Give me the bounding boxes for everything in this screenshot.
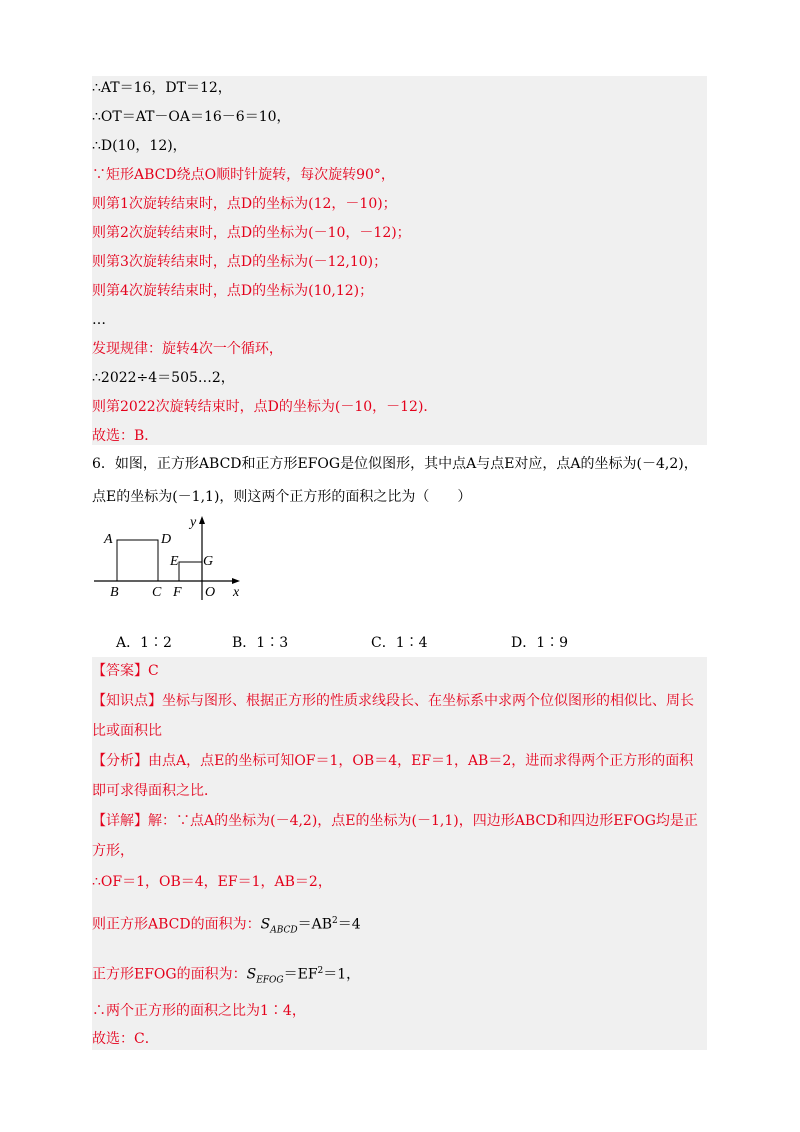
label-b: B [110, 585, 119, 600]
detail-line-4 [92, 910, 361, 941]
solution-line-1: ∴AT＝16，DT＝12， [92, 80, 232, 96]
option-d-letter: D． [511, 635, 537, 651]
solution-line-3: ∴D(10，12)， [92, 138, 187, 154]
solution-line-2: ∴OT＝AT－OA＝16－6＝10， [92, 109, 291, 125]
option-c-value: 1∶4 [395, 635, 428, 651]
solution-line-5: 则第1次旋转结束时，点D的坐标为(12，－10)； [92, 196, 397, 212]
label-y: y [190, 515, 197, 530]
question-line-1: 6．如图，正方形ABCD和正方形EFOG是位似图形，其中点A与点E对应，点A的坐标为(－4,2)， [92, 456, 698, 472]
label-c: C [152, 585, 162, 600]
knowledge-line-1: 【知识点】坐标与图形、根据正方形的性质求线段长、在坐标系中求两个位似图形的相似比、周长 [92, 693, 694, 709]
solution-line-12: 则第2022次旋转结束时，点D的坐标为(－10，－12)． [92, 399, 438, 415]
option-b[interactable] [232, 632, 288, 654]
option-b-letter: B． [232, 635, 257, 651]
label-g: G [203, 554, 214, 569]
detail-line-5-rest: ＝EF [283, 966, 318, 983]
option-c[interactable] [371, 632, 428, 654]
option-b-value: 1∶3 [256, 635, 289, 651]
area-subscript-abcd: ABCD [270, 925, 298, 936]
label-a: A [104, 532, 113, 547]
label-o: O [205, 585, 216, 600]
label-x: x [233, 585, 240, 600]
label-e: E [170, 554, 179, 569]
detail-line-4-prefix: 则正方形ABCD的面积为： [92, 916, 261, 933]
detail-line-2: 方形， [92, 843, 134, 859]
detail-line-7: 故选：C． [92, 1031, 159, 1047]
square-efog [179, 562, 202, 581]
detail-line-5-sup: 2 [317, 966, 324, 976]
y-axis-arrow [199, 516, 205, 524]
detail-line-1: 【详解】解：∵点A的坐标为(－4,2)，点E的坐标为(－1,1)，四边形ABCD和四边形EFOG均是正 [92, 813, 698, 829]
option-c-letter: C． [371, 635, 396, 651]
detail-line-4-rest: ＝AB [297, 916, 332, 933]
detail-line-5 [92, 960, 360, 991]
detail-line-5-prefix: 正方形EFOG的面积为： [92, 966, 247, 983]
solution-line-13: 故选：B． [92, 428, 159, 444]
option-a-letter: A． [116, 635, 141, 651]
solution-line-6: 则第2次旋转结束时，点D的坐标为(－10，－12)； [92, 225, 411, 241]
option-a-value: 1∶2 [140, 635, 172, 651]
detail-line-3: ∴OF＝1，OB＝4，EF＝1，AB＝2， [92, 874, 332, 890]
area-symbol-s: S [260, 916, 271, 933]
answer-line: 【答案】C [92, 663, 159, 679]
label-d: D [161, 532, 172, 547]
option-a[interactable] [116, 632, 172, 654]
solution-line-9: … [92, 312, 106, 328]
area-symbol-s-2: S [246, 966, 257, 983]
area-subscript-efog: EFOG [256, 975, 284, 986]
analysis-line-1: 【分析】由点A，点E的坐标可知OF＝1，OB＝4，EF＝1，AB＝2，进而求得两个正方形的面积 [92, 753, 694, 769]
detail-line-4-end: ＝4 [337, 916, 361, 933]
x-axis-arrow [232, 578, 240, 584]
option-d-value: 1∶9 [536, 635, 569, 651]
solution-line-10: 发现规律：旋转4次一个循环， [92, 341, 283, 357]
option-d[interactable] [511, 632, 568, 654]
detail-line-5-end: ＝1， [323, 966, 361, 983]
question-line-2: 点E的坐标为(－1,1)，则这两个正方形的面积之比为（ ） [92, 489, 472, 505]
analysis-line-2: 即可求得面积之比． [92, 783, 218, 799]
knowledge-line-2: 比或面积比 [92, 723, 162, 739]
label-f: F [173, 585, 182, 600]
solution-line-8: 则第4次旋转结束时，点D的坐标为(10,12)； [92, 283, 374, 299]
solution-line-11: ∴2022÷4＝505…2， [92, 370, 235, 386]
solution-line-4: ∵矩形ABCD绕点O顺时针旋转，每次旋转90°， [92, 167, 395, 183]
detail-line-4-sup: 2 [332, 916, 338, 926]
coordinate-figure [90, 512, 255, 602]
solution-line-7: 则第3次旋转结束时，点D的坐标为(－12,10)； [92, 254, 388, 270]
square-abcd [117, 540, 158, 581]
detail-line-6: ∴两个正方形的面积之比为1∶4， [92, 1003, 306, 1019]
